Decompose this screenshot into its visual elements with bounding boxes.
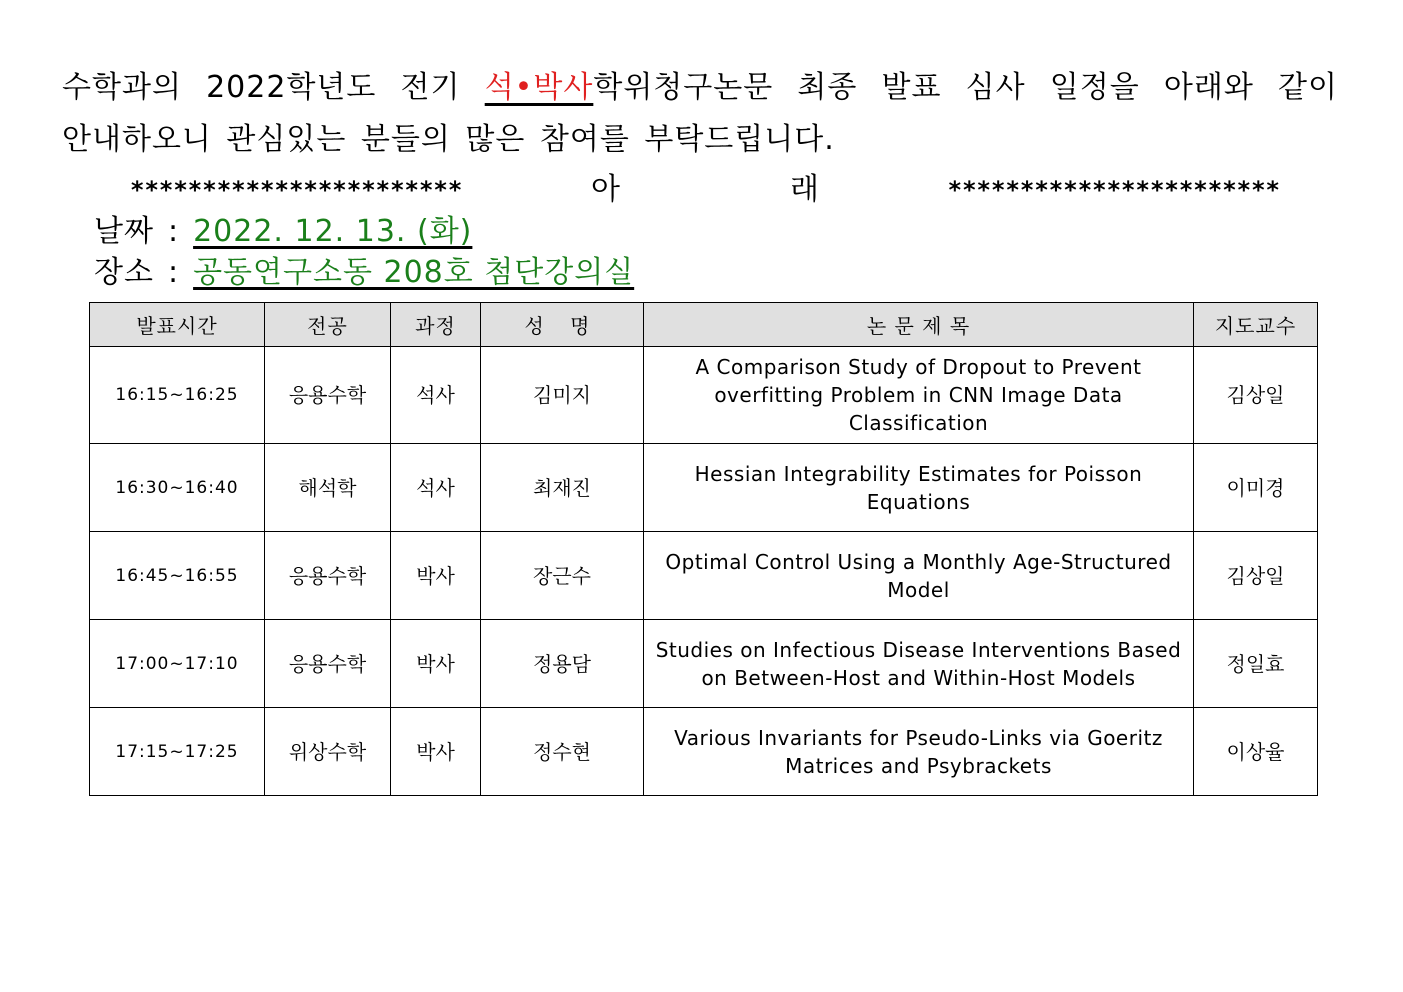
- degree-highlight: 석•박사: [484, 70, 594, 105]
- divider-word-1: 아: [591, 172, 620, 207]
- cell-advisor: 이미경: [1194, 444, 1318, 532]
- cell-time: 17:15~17:25: [90, 708, 265, 796]
- intro-line-1: [62, 62, 1338, 114]
- cell-major: 해석학: [265, 444, 391, 532]
- divider-word-2: 래: [790, 172, 819, 207]
- table-row: [90, 444, 1318, 532]
- header-time: 발표시간: [90, 303, 265, 347]
- place-row: [94, 253, 634, 293]
- cell-course: 박사: [391, 532, 481, 620]
- cell-title: Optimal Control Using a Monthly Age-Structured Model: [644, 532, 1194, 620]
- table-row: [90, 708, 1318, 796]
- cell-advisor: 정일효: [1194, 620, 1318, 708]
- table-row: [90, 620, 1318, 708]
- divider-heading: [591, 172, 819, 208]
- cell-time: 17:00~17:10: [90, 620, 265, 708]
- cell-course: 박사: [391, 708, 481, 796]
- cell-course: 석사: [391, 347, 481, 444]
- intro-line-2: 안내하오니 관심있는 분들의 많은 참여를 부탁드립니다.: [62, 122, 835, 157]
- section-divider: [130, 172, 1280, 208]
- cell-course: 박사: [391, 620, 481, 708]
- cell-major: 응용수학: [265, 347, 391, 444]
- header-name: 성 명: [481, 303, 644, 347]
- table-row: [90, 347, 1318, 444]
- header-advisor: 지도교수: [1194, 303, 1318, 347]
- cell-major: 응용수학: [265, 620, 391, 708]
- schedule-table: [89, 302, 1318, 796]
- cell-time: 16:15~16:25: [90, 347, 265, 444]
- cell-title: A Comparison Study of Dropout to Prevent overfitting Problem in CNN Image Data Classification: [644, 347, 1194, 444]
- header-title: 논 문 제 목: [644, 303, 1194, 347]
- header-course: 과정: [391, 303, 481, 347]
- cell-time: 16:30~16:40: [90, 444, 265, 532]
- place-separator: :: [167, 255, 180, 290]
- announcement-intro: [62, 62, 1338, 166]
- cell-name: 정수현: [481, 708, 644, 796]
- date-separator: :: [167, 214, 180, 249]
- date-row: [94, 212, 472, 252]
- place-value: 공동연구소동 208호 첨단강의실: [193, 255, 635, 290]
- cell-major: 응용수학: [265, 532, 391, 620]
- cell-name: 정용담: [481, 620, 644, 708]
- date-value: 2022. 12. 13. (화): [193, 214, 473, 249]
- divider-stars-right: ***********************: [947, 176, 1280, 204]
- cell-title: Studies on Infectious Disease Interventions Based on Between-Host and Within-Host Models: [644, 620, 1194, 708]
- cell-name: 김미지: [481, 347, 644, 444]
- cell-advisor: 김상일: [1194, 532, 1318, 620]
- date-label: 날짜: [94, 214, 154, 249]
- cell-course: 석사: [391, 444, 481, 532]
- cell-name: 장근수: [481, 532, 644, 620]
- cell-major: 위상수학: [265, 708, 391, 796]
- cell-time: 16:45~16:55: [90, 532, 265, 620]
- table-row: [90, 532, 1318, 620]
- cell-title: Hessian Integrability Estimates for Poisson Equations: [644, 444, 1194, 532]
- place-label: 장소: [94, 255, 154, 290]
- cell-advisor: 김상일: [1194, 347, 1318, 444]
- cell-advisor: 이상율: [1194, 708, 1318, 796]
- intro-before: 수학과의 2022학년도 전기: [62, 70, 485, 105]
- table-header-row: [90, 303, 1318, 347]
- divider-stars-left: ***********************: [130, 176, 463, 204]
- intro-after: 학위청구논문 최종 발표 심사 일정을 아래와 같이: [593, 70, 1338, 105]
- cell-name: 최재진: [481, 444, 644, 532]
- header-major: 전공: [265, 303, 391, 347]
- cell-title: Various Invariants for Pseudo-Links via Goeritz Matrices and Psybrackets: [644, 708, 1194, 796]
